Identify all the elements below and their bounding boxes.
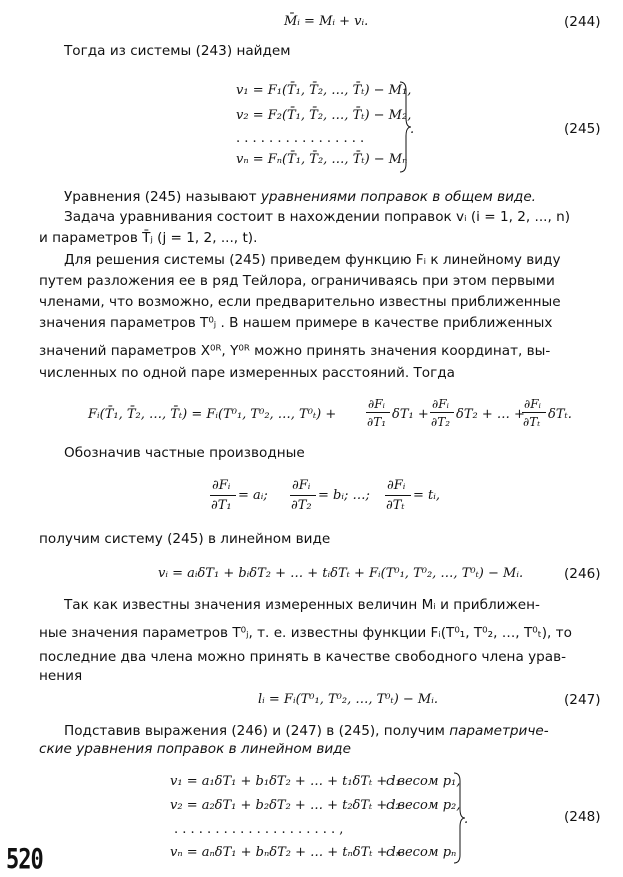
eq248-tail: . <box>464 812 469 827</box>
eq245-row: v₁ = F₁(T̄₁, T̄₂, …, T̄ₜ) − M₁, <box>236 83 412 98</box>
eq247-formula: lᵢ = Fᵢ(T⁰₁, T⁰₂, …, T⁰ₜ) − Mᵢ. <box>258 692 438 707</box>
taylor-t2: δT₂ + … + <box>456 407 525 422</box>
taylor-t3: δTₜ. <box>548 407 572 422</box>
eq246-number: (246) <box>564 566 601 582</box>
eq244-number: (244) <box>564 14 601 30</box>
eq248-weight: с весом p₂, <box>386 798 461 813</box>
paragraph-2-line <box>64 188 536 206</box>
partial-result: = tᵢ, <box>413 488 440 503</box>
paragraph-3-line: значений параметров X⁰ᴿ, Y⁰ᴿ можно принять значения координат, вы- <box>39 343 551 359</box>
paragraph-3-line: значения параметров T⁰ⱼ . В нашем примере в качестве приближенных <box>39 315 553 331</box>
fraction-bar <box>522 412 546 413</box>
eq247-number: (247) <box>564 692 601 708</box>
eq245-row: v₂ = F₂(T̄₁, T̄₂, …, T̄ₜ) − M₂, <box>236 108 412 123</box>
partial-result: = bᵢ; …; <box>318 488 370 503</box>
paragraph-1: Тогда из системы (243) найдем <box>64 43 291 59</box>
eq245-tail: . <box>410 122 415 137</box>
fraction-bar <box>366 412 390 413</box>
fraction-bar <box>210 495 236 496</box>
paragraph-2-line: и параметров T̄ⱼ (j = 1, 2, ..., t). <box>39 230 258 246</box>
term-correction-equations: уравнениями поправок в общем виде. <box>260 189 537 205</box>
taylor-lhs: Fᵢ(T̄₁, T̄₂, …, T̄ₜ) = Fᵢ(T⁰₁, T⁰₂, …, T⁰ₜ) + <box>88 407 337 422</box>
eq245-number: (245) <box>564 121 601 137</box>
taylor-d1-den: ∂T₁ <box>367 415 387 429</box>
taylor-d2-den: ∂T₂ <box>431 415 451 429</box>
taylor-d3-den: ∂Tₜ <box>523 415 541 429</box>
paragraph-3-line: Для решения системы (245) приведем функцию Fᵢ к линейному виду <box>64 252 561 268</box>
eq244-formula: M̄ᵢ = Mᵢ + vᵢ. <box>284 14 369 29</box>
eq245-row: . . . . . . . . . . . . . . . . <box>236 131 365 146</box>
p7-text: Подставив выражения (246) и (247) в (245), получим <box>64 723 450 739</box>
paragraph-3-line: путем разложения ее в ряд Тейлора, ограничиваясь при этом первыми <box>39 273 555 289</box>
paragraph-6-line: нения <box>39 668 83 684</box>
paragraph-5: получим систему (245) в линейном виде <box>39 531 331 547</box>
partial-den: ∂T₁ <box>211 498 232 513</box>
eq248-row: v₁ = a₁δT₁ + b₁δT₂ + … + t₁δTₜ + l₁ <box>170 774 401 789</box>
eq248-weight: с весом p₁, <box>386 774 461 789</box>
eq248-weight: с весом pₙ <box>386 845 457 860</box>
fraction-bar <box>430 412 454 413</box>
eq248-row: vₙ = aₙδT₁ + bₙδT₂ + … + tₙδTₜ + lₙ <box>170 845 402 860</box>
taylor-d1-num: ∂Fᵢ <box>368 397 385 411</box>
paragraph-3-line: численных по одной паре измеренных расстояний. Тогда <box>39 365 455 381</box>
eq246-formula: vᵢ = aᵢδT₁ + bᵢδT₂ + … + tᵢδTₜ + Fᵢ(T⁰₁, T⁰₂, …, T⁰ₜ) − Mᵢ. <box>158 566 524 581</box>
paragraph-2-line: Задача уравнивания состоит в нахождении поправок vᵢ (i = 1, 2, ..., n) <box>64 209 571 225</box>
partial-num: ∂Fᵢ <box>387 478 406 493</box>
paragraph-4: Обозначив частные производные <box>64 445 305 461</box>
term-parametric: параметриче- <box>449 723 549 739</box>
paragraph-6-line: последние два члена можно принять в качестве свободного члена урав- <box>39 649 567 665</box>
paragraph-6-line: Так как известны значения измеренных величин Mᵢ и приближен- <box>64 597 540 613</box>
paragraph-3-line: членами, что возможно, если предварительно известны приближенные <box>39 294 561 310</box>
eq248-row: . . . . . . . . . . . . . . . . . . . . , <box>174 822 344 837</box>
partial-den: ∂Tₜ <box>386 498 405 513</box>
partial-num: ∂Fᵢ <box>292 478 311 493</box>
taylor-t1: δT₁ + <box>392 407 429 422</box>
fraction-bar <box>385 495 411 496</box>
partial-num: ∂Fᵢ <box>212 478 231 493</box>
paragraph-7-line: ские уравнения поправок в линейном виде <box>39 741 351 757</box>
p2-text: Уравнения (245) называют <box>64 189 261 205</box>
eq245-row: vₙ = Fₙ(T̄₁, T̄₂, …, T̄ₜ) − Mₙ <box>236 152 408 167</box>
eq248-number: (248) <box>564 809 601 825</box>
page-number: 520 <box>6 844 43 876</box>
partial-den: ∂T₂ <box>291 498 312 513</box>
taylor-d2-num: ∂Fᵢ <box>432 397 449 411</box>
partial-result: = aᵢ; <box>238 488 268 503</box>
eq248-row: v₂ = a₂δT₁ + b₂δT₂ + … + t₂δTₜ + l₂ <box>170 798 401 813</box>
paragraph-7-line <box>64 722 549 740</box>
fraction-bar <box>290 495 316 496</box>
paragraph-6-line: ные значения параметров T⁰ⱼ, т. е. известны функции Fᵢ(T⁰₁, T⁰₂, …, T⁰ₜ), то <box>39 625 572 641</box>
taylor-d3-num: ∂Fᵢ <box>524 397 541 411</box>
